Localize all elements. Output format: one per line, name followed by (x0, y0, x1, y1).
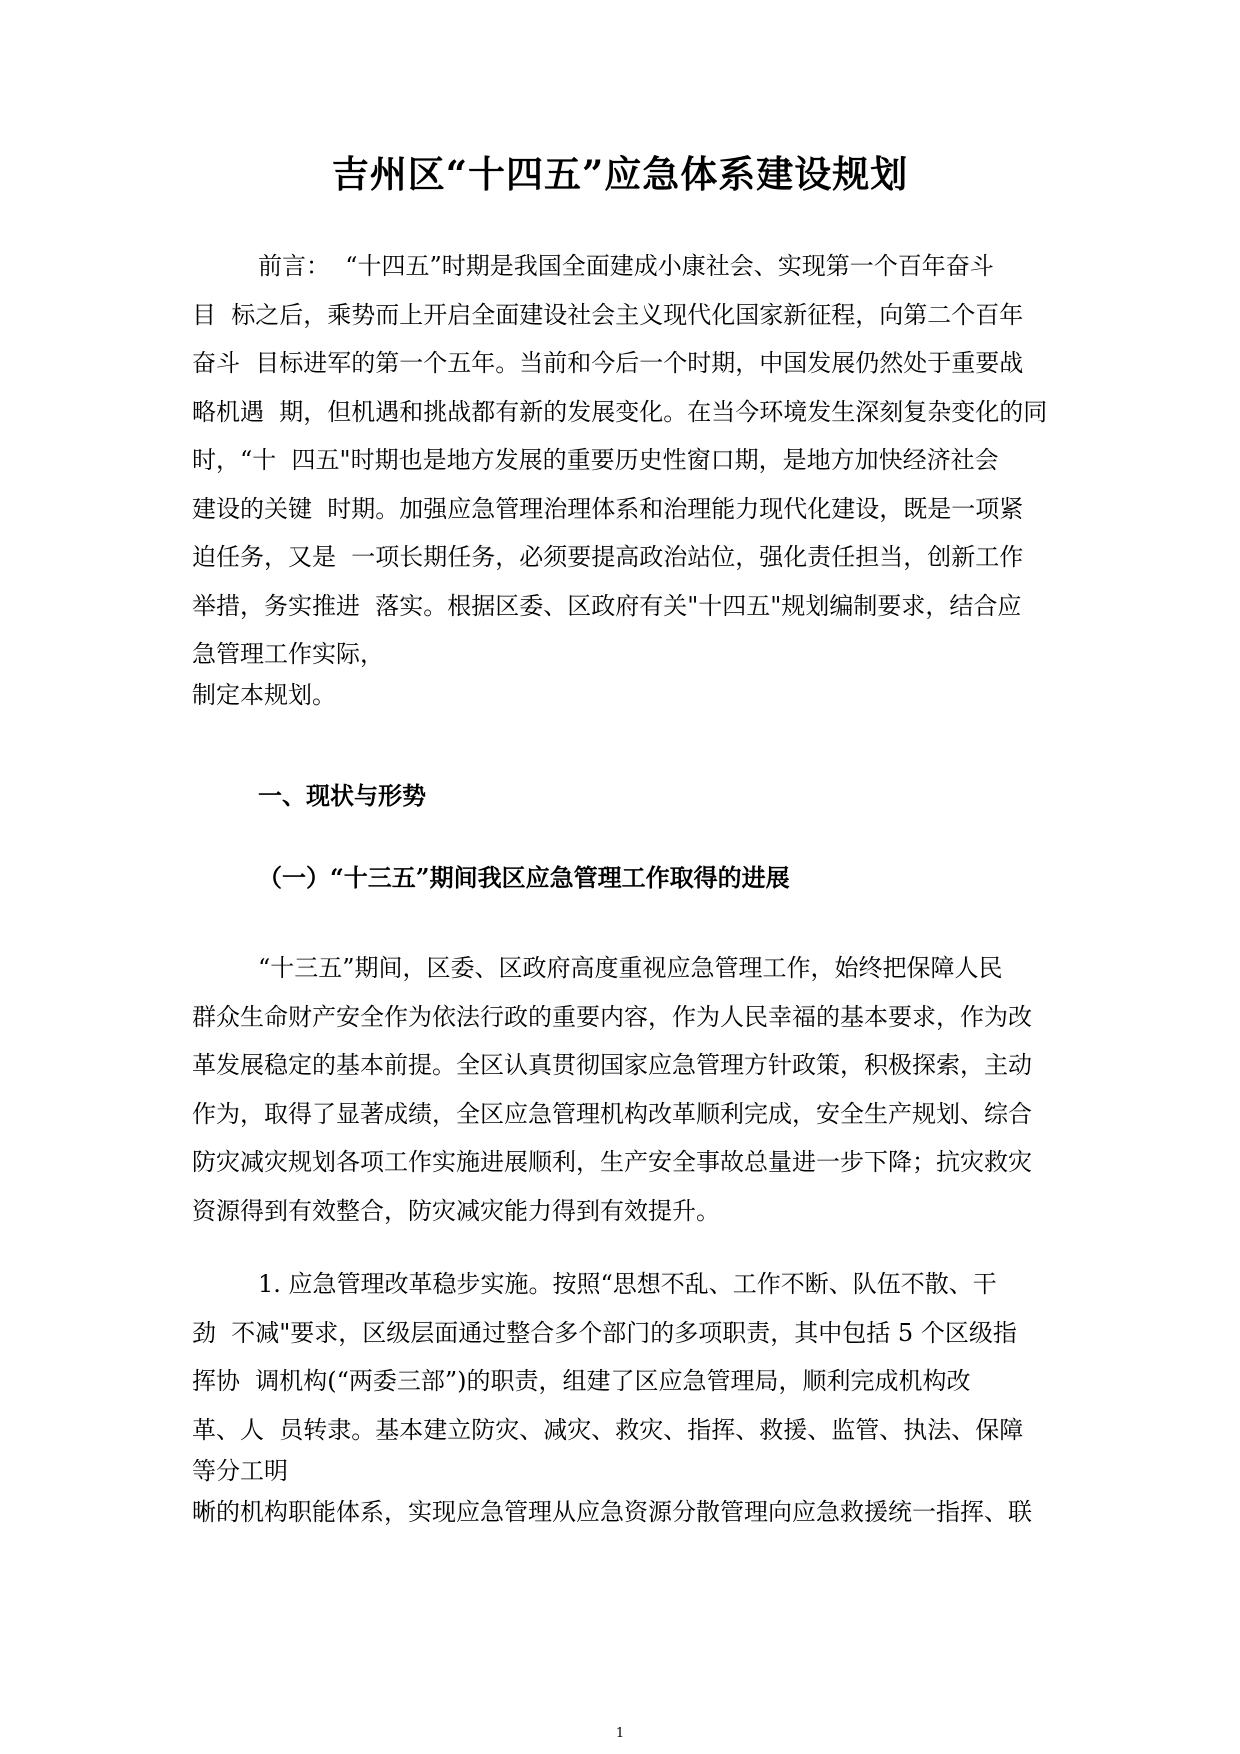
text-line: 1. 应急管理改革稳步实施。按照“思想不乱、工作不断、队伍不散、干 (258, 1270, 997, 1298)
text-line: 革发展稳定的基本前提。全区认真贯彻国家应急管理方针政策，积极探索，主动 (192, 1051, 1032, 1079)
text-line: 时，“十 四五"时期也是地方发展的重要历史性窗口期，是地方加快经济社会 (192, 446, 999, 474)
text-line: 建设的关键 时期。加强应急管理治理体系和治理能力现代化建设，既是一项紧 (192, 494, 1024, 523)
preface-paragraph (192, 242, 1052, 711)
text-line: 急管理工作实际， (192, 640, 384, 668)
text-line: 群众生命财产安全作为依法行政的重要内容，作为人民幸福的基本要求，作为改 (192, 1002, 1032, 1031)
text-line: 奋斗 目标进军的第一个五年。当前和今后一个时期，中国发展仍然处于重要战 (192, 349, 1024, 377)
text-line: 略机遇 期，但机遇和挑战都有新的发展变化。在当今环境发生深刻复杂变化的同 (192, 397, 1048, 426)
text-line: “十三五”期间，区委、区政府高度重视应急管理工作，始终把保障人民 (258, 954, 1003, 982)
text-line: 前言： “十四五”时期是我国全面建成小康社会、实现第一个百年奋斗 (258, 252, 994, 280)
subsection-heading: （一）“十三五”期间我区应急管理工作取得的进展 (258, 863, 790, 892)
text-line: 防灾减灾规划各项工作实施进展顺利，生产安全事故总量进一步下降；抗灾救灾 (192, 1148, 1032, 1176)
text-line: 举措，务实推进 落实。根据区委、区政府有关"十四五"规划编制要求，结合应 (192, 591, 1022, 620)
text-line: 等分工明 (192, 1457, 288, 1485)
text-line: 劲 不减"要求，区级层面通过整合多个部门的多项职责，其中包括 5 个区级指 (192, 1318, 1017, 1347)
document-title: 吉州区“十四五”应急体系建设规划 (331, 152, 909, 196)
text-line: 目 标之后，乘势而上开启全面建设社会主义现代化国家新征程，向第二个百年 (192, 300, 1024, 329)
text-line: 资源得到有效整合，防灾减灾能力得到有效提升。 (192, 1196, 720, 1225)
text-line: 作为，取得了显著成绩，全区应急管理机构改革顺利完成，安全生产规划、综合 (192, 1099, 1032, 1128)
text-line: 挥协 调机构(“两委三部”)的职责，组建了区应急管理局，顺利完成机构改 (192, 1367, 971, 1395)
text-line: 制定本规划。 (192, 680, 336, 709)
progress-paragraph (192, 944, 1052, 1235)
reform-paragraph (192, 1260, 1052, 1537)
section-heading: 一、现状与形势 (258, 781, 426, 810)
text-line: 迫任务，又是 一项长期任务，必须要提高政治站位，强化责任担当，创新工作 (192, 543, 1024, 571)
page-number: 1 (615, 1726, 625, 1741)
text-line: 晰的机构职能体系，实现应急管理从应急资源分散管理向应急救援统一指挥、联 (192, 1498, 1032, 1526)
text-line: 革、人 员转隶。基本建立防灾、减灾、救灾、指挥、救援、监管、执法、保障 (192, 1415, 1024, 1444)
